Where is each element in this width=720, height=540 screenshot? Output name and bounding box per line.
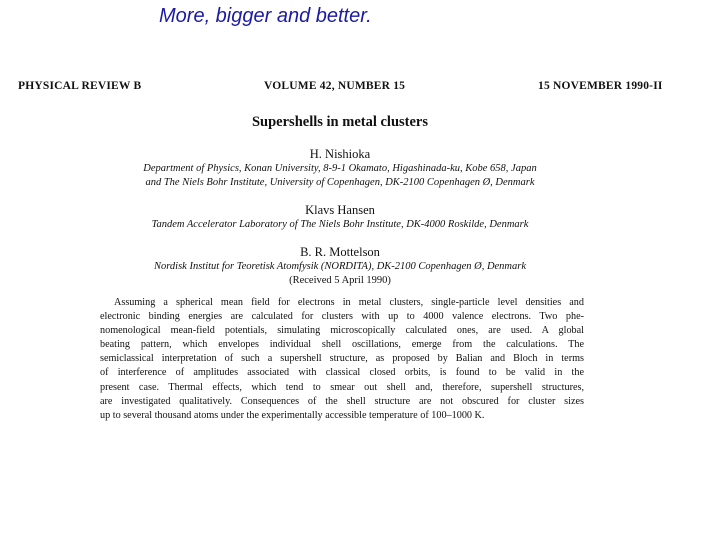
slide-title: More, bigger and better. [159,5,372,27]
author-affiliation: Tandem Accelerator Laboratory of The Niels Bohr Institute, DK-4000 Roskilde, Denmark [151,219,529,230]
author-name: H. Nishioka [309,147,371,161]
author-affiliation: Nordisk Institut for Teoretisk Atomfysik (NORDITA), DK-2100 Copenhagen Ø, Denmark [153,261,527,272]
abstract-line: are investigated qualitatively. Consequences of the shell structure are not obscured for cluster sizes [100,395,584,407]
author-affiliation: Department of Physics, Konan University, 8-9-1 Okamato, Higashinada-ku, Kobe 658, Japan [143,163,537,174]
abstract-line: up to several thousand atoms under the experimentally accessible temperature of 100–1000 K. [100,409,485,421]
abstract-line: present case. Thermal effects, which tend to smear out shell and, therefore, supershell structures, [100,381,584,393]
author-name: Klavs Hansen [305,203,375,217]
abstract-line: electronic binding energies are calculated for clusters with up to 4000 valence electrons. Two phe- [100,311,584,323]
abstract-line: semiclassical interpretation of such a supershell structure, as proposed by Balian and Bloch in terms [100,353,584,365]
abstract-line: nomenological mean-field potentials, simulating microscopically calculated ones, are used. A global [100,325,584,337]
abstract-line: of interference of amplitudes associated with classical closed orbits, is found to be valid in the [100,367,584,379]
abstract-line: beating pattern, which envelopes individual shell oscillations, emerge from the calculations. The [100,339,584,351]
author-affiliation: and The Niels Bohr Institute, University of Copenhagen, DK-2100 Copenhagen Ø, Denmark [145,177,535,188]
issue-date: 15 NOVEMBER 1990-II [538,80,663,92]
author-name: B. R. Mottelson [300,245,380,259]
received-date: (Received 5 April 1990) [289,275,391,286]
abstract-line: Assuming a spherical mean field for electrons in metal clusters, single-particle level densities and [114,297,584,308]
paper-title: Supershells in metal clusters [251,114,428,130]
journal-name: PHYSICAL REVIEW B [18,80,142,92]
volume-number: VOLUME 42, NUMBER 15 [264,80,406,92]
abstract [100,296,584,423]
